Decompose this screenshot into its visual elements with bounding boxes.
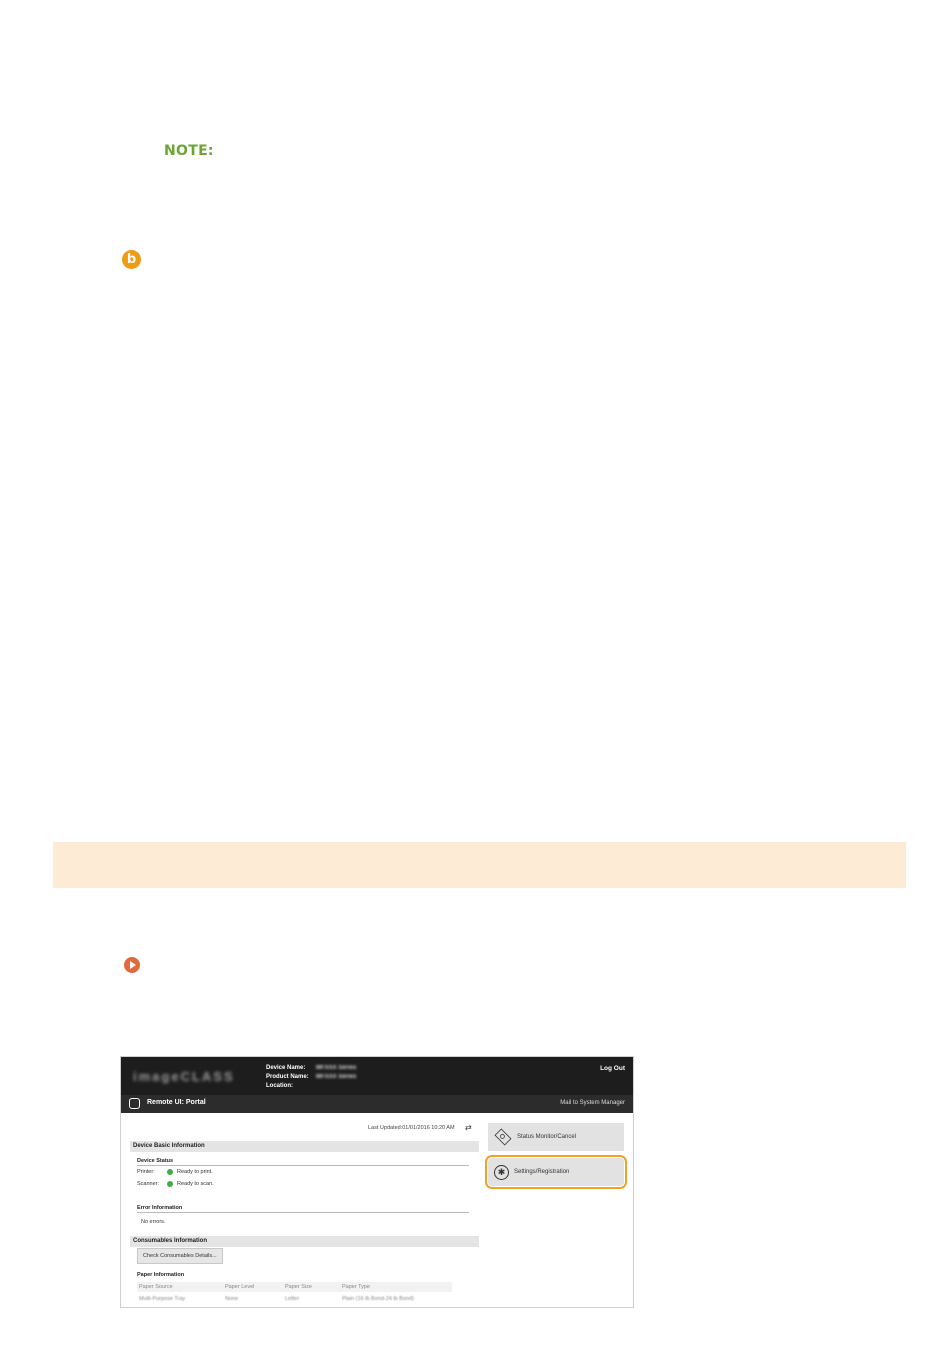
product-name-label: Product Name: [266,1074,309,1080]
consumables-heading: Consumables Information [130,1236,479,1247]
printer-status: Ready to print. [177,1169,213,1175]
settings-registration-label: Settings/Registration [514,1169,570,1175]
logout-link[interactable]: Log Out [600,1065,625,1072]
portal-logo-icon [129,1098,140,1109]
product-name-value: MFXXX Series [316,1074,357,1080]
remote-ui-header [121,1057,633,1095]
printer-label: Printer: [137,1169,155,1175]
cell-paper-source: Multi-Purpose Tray [139,1296,186,1302]
status-ok-icon [167,1181,173,1187]
scanner-status: Ready to scan. [177,1181,214,1187]
col-paper-source: Paper Source [139,1284,173,1290]
status-monitor-icon [495,1129,512,1146]
device-status-heading: Device Status [137,1158,469,1166]
portal-title: Remote UI: Portal [147,1099,206,1106]
check-consumables-button[interactable]: Check Consumables Details... [137,1248,223,1264]
note-label: NOTE: [164,143,214,159]
col-paper-level: Paper Level [225,1284,255,1290]
device-name-value: MFXXX Series [316,1065,357,1071]
no-errors-text: No errors. [141,1219,166,1225]
paper-info-heading: Paper Information [137,1272,185,1278]
device-basic-info-heading: Device Basic Information [130,1141,479,1152]
portal-content [121,1113,633,1307]
status-monitor-label: Status Monitor/Cancel [517,1134,577,1140]
col-paper-size: Paper Size [285,1284,312,1290]
col-paper-type: Paper Type [342,1284,371,1290]
cell-paper-type: Plain (16 lb Bond-24 lb Bond) [342,1296,414,1302]
device-info [266,1064,356,1091]
printer-status-row [137,1169,213,1175]
last-updated: Last Updated:01/01/2016 10:20 AM [368,1125,455,1131]
portal-bar [121,1095,633,1113]
paper-table-header [137,1282,452,1292]
cell-paper-level: None [225,1296,239,1302]
scanner-status-row [137,1181,214,1187]
scanner-label: Scanner: [137,1181,160,1187]
cell-paper-size: Letter [285,1296,300,1302]
table-row [137,1294,452,1304]
status-ok-icon [167,1169,173,1175]
step-b-badge: b [122,250,141,269]
play-circle-icon [124,957,140,973]
settings-icon: ✱ [494,1165,509,1180]
settings-registration-button[interactable] [488,1158,624,1186]
device-name-label: Device Name: [266,1065,306,1071]
mail-system-manager-link[interactable]: Mail to System Manager [560,1100,625,1106]
product-logo: imageCLASS [133,1069,235,1084]
refresh-icon[interactable]: ⇄ [465,1123,472,1132]
section-band [53,842,906,888]
status-monitor-button[interactable] [488,1123,624,1151]
remote-ui-screenshot [121,1057,633,1307]
location-label: Location: [266,1083,293,1089]
error-info-heading: Error Information [137,1205,469,1213]
